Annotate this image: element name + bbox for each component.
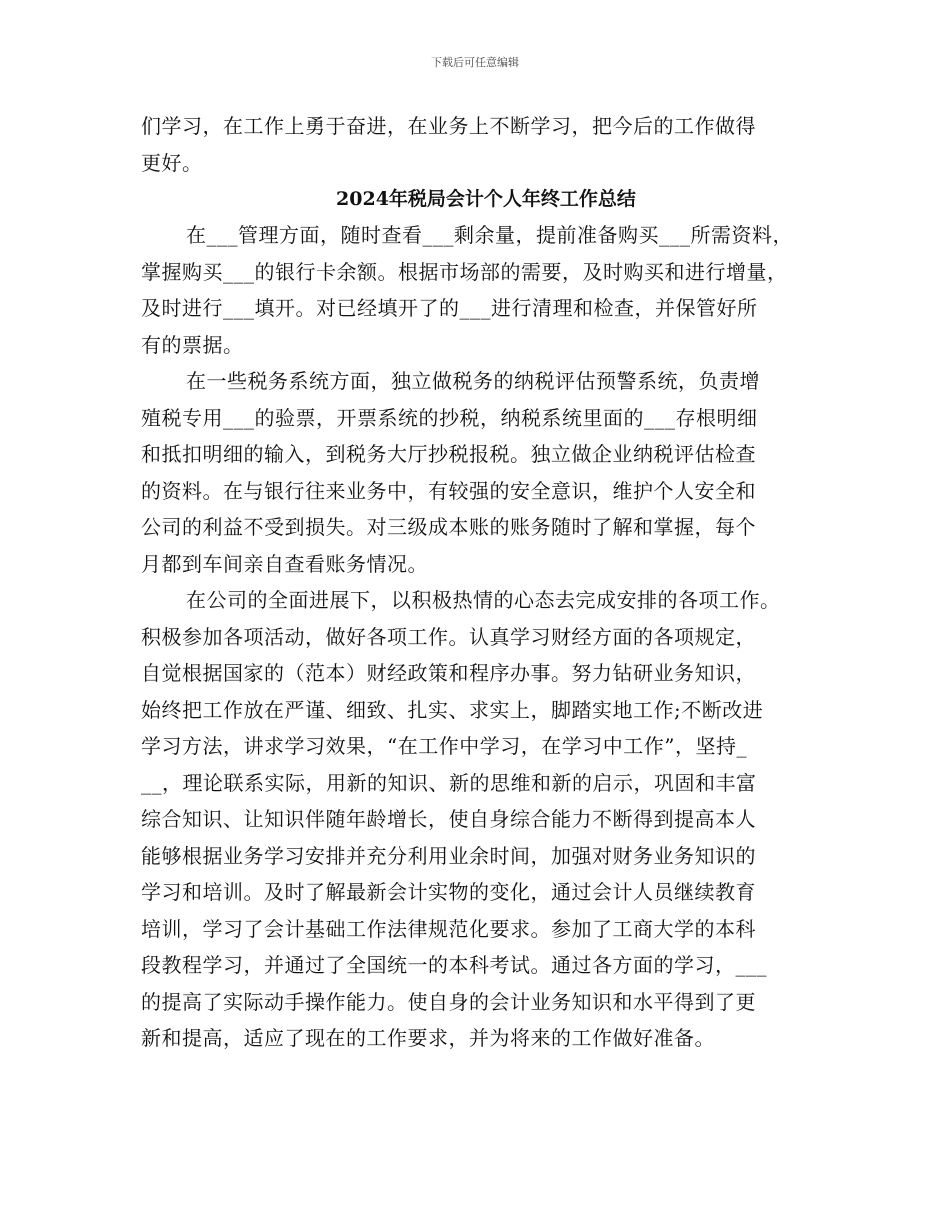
text-line: 自觉根据国家的（范本）财经政策和程序办事。努力钻研业务知识， [141,661,756,685]
paragraph-2 [141,363,831,582]
text-line: 及时进行___填开。对已经填开了的___进行清理和检查，并保管好所 [141,296,758,320]
document-title: 2024年税局会计个人年终工作总结 [336,188,636,210]
page-header: 下载后可任意编辑 [431,56,519,69]
text-line: 公司的利益不受到损失。对三级成本账的账务随时了解和掌握，每个 [141,515,756,539]
text-line: 和抵扣明细的输入，到税务大厅抄税报税。独立做企业纳税评估检查 [141,442,756,466]
text-line: 在___管理方面，随时查看___剩余量，提前准备购买___所需资料， [186,223,793,247]
text-line: 月都到车间亲自查看账务情况。 [141,551,428,576]
text-line: 在一些税务系统方面，独立做税务的纳税评估预警系统，负责增 [186,369,760,393]
text-line: 在公司的全面进展下，以积极热情的心态去完成安排的各项工作。 [186,588,781,612]
text-line: 新和提高，适应了现在的工作要求，并为将来的工作做好准备。 [141,1026,715,1050]
text-line: 的资料。在与银行往来业务中，有较强的安全意识，维护个人安全和 [141,478,756,503]
paragraph-3 [141,582,831,1057]
text-line: 有的票据。 [141,332,244,357]
text-line: 掌握购买___的银行卡余额。根据市场部的需要，及时购买和进行增量， [141,259,788,284]
text-line: 段教程学习，并通过了全国统一的本科考试。通过各方面的学习，___ [141,953,767,977]
document-body [141,108,831,1057]
text-line: 能够根据业务学习安排并充分利用业余时间，加强对财务业务知识的 [141,843,756,868]
text-line: 殖税专用___的验票，开票系统的抄税，纳税系统里面的___存根明细 [141,405,758,430]
text-line: 综合知识、让知识伴随年龄增长，使自身综合能力不断得到提高本人 [141,807,756,831]
text-line: 学习和培训。及时了解最新会计实物的变化，通过会计人员继续教育 [141,880,756,904]
text-line: 学习方法，讲求学习效果，“在工作中学习，在学习中工作”，坚持_ [141,734,747,758]
text-line: 积极参加各项活动，做好各项工作。认真学习财经方面的各项规定， [141,624,756,649]
text-line: 们学习，在工作上勇于奋进，在业务上不断学习，把今后的工作做得 [141,114,756,138]
text-line: 更好。 [141,150,203,175]
text-line: __，理论联系实际，用新的知识、新的思维和新的启示，巩固和丰富 [141,770,757,795]
paragraph-1 [141,217,831,363]
text-line: 培训，学习了会计基础工作法律规范化要求。参加了工商大学的本科 [141,916,756,941]
intro-paragraph [141,108,831,181]
text-line: 始终把工作放在严谨、细致、扎实、求实上，脚踏实地工作;不断改进 [141,697,764,722]
text-line: 的提高了实际动手操作能力。使自身的会计业务知识和水平得到了更 [141,989,756,1014]
